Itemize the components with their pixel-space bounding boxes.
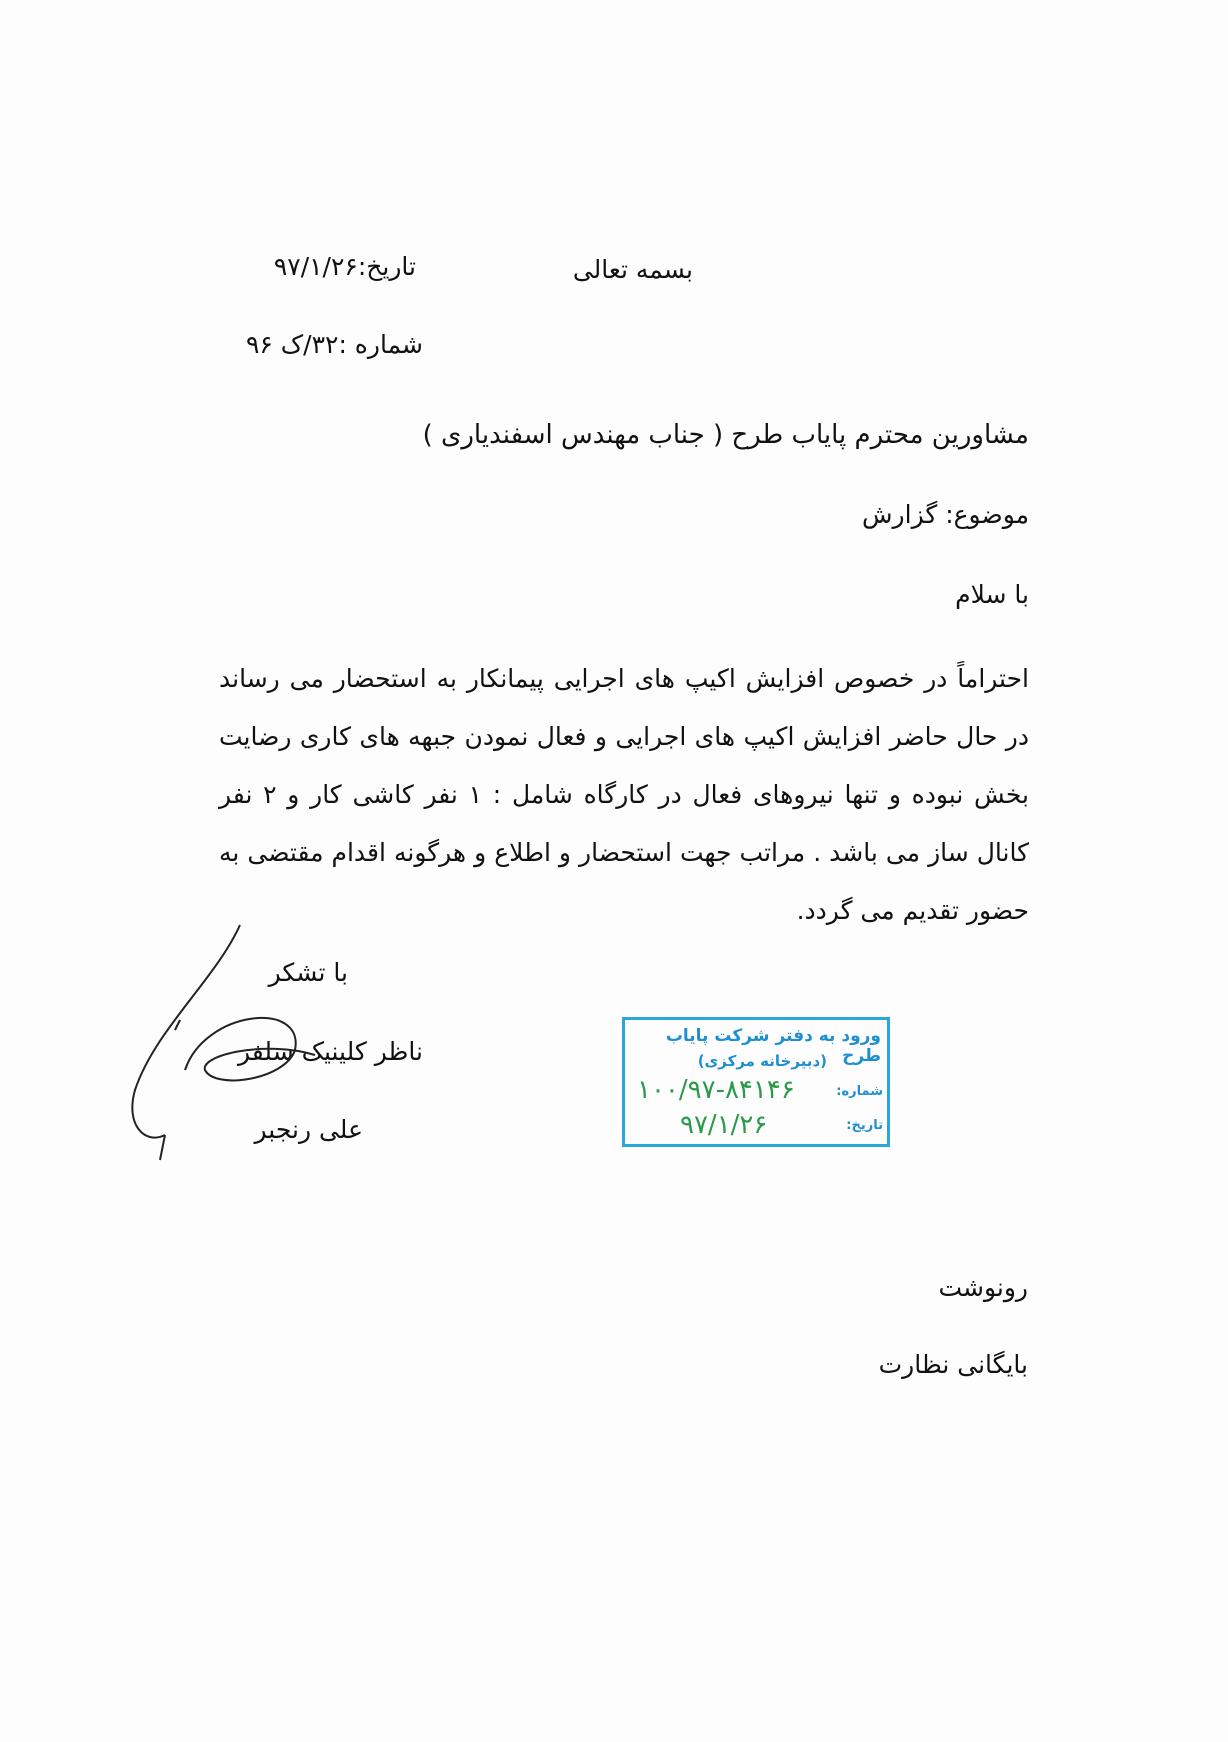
stamp-date-value: ۹۷/۱/۲۶ <box>680 1110 768 1140</box>
date <box>274 252 416 281</box>
stamp-line1: ورود به دفتر شرکت پایاب طرح <box>665 1026 881 1066</box>
number-label: شماره : <box>338 330 423 359</box>
stamp-date-label: تاریخ: <box>846 1118 883 1133</box>
date-value: ۹۷/۱/۲۶ <box>273 252 358 281</box>
closing-thanks: با تشکر <box>268 958 348 987</box>
signature <box>125 920 325 1170</box>
stamp-line2: (دبیرخانه مرکزی) <box>697 1052 827 1070</box>
number-value: ۳۲/ک ۹۶ <box>245 330 339 359</box>
recipient: مشاورین محترم پایاب طرح ( جناب مهندس اسفندیاری ) <box>422 420 1029 450</box>
greeting: با سلام <box>955 580 1029 609</box>
letter-body: احتراماً در خصوص افزایش اکیپ های اجرایی پیمانکار به استحضار می رساند در حال حاضر افزایش اکیپ های اجرایی و فعال نمودن جبهه های کاری رضایت بخش نبوده و تنها نیروهای فعال در کارگاه شامل : ۱ نفر کاشی کار و ۲ نفر کانال ساز می باشد . مراتب جهت استحضار و اطلاع و هرگونه اقدام مقتضی به حضور تقدیم می گردد. <box>219 664 1029 925</box>
cc-label: رونوشت <box>938 1273 1028 1302</box>
signer-title: ناظر کلینیک سلفر <box>237 1037 423 1066</box>
date-label: تاریخ: <box>357 252 416 281</box>
stamp-number-value: ۱۰۰/۹۷-۸۴۱۴۶ <box>637 1075 795 1105</box>
letter-number <box>246 330 423 359</box>
stamp-number-label: شماره: <box>836 1084 883 1099</box>
cc-recipient: بایگانی نظارت <box>878 1350 1028 1379</box>
subject: موضوع: گزارش <box>862 500 1029 529</box>
signer-name: علی رنجبر <box>254 1115 363 1144</box>
receipt-stamp <box>622 1017 890 1147</box>
invocation: بسمه تعالی <box>572 255 693 284</box>
